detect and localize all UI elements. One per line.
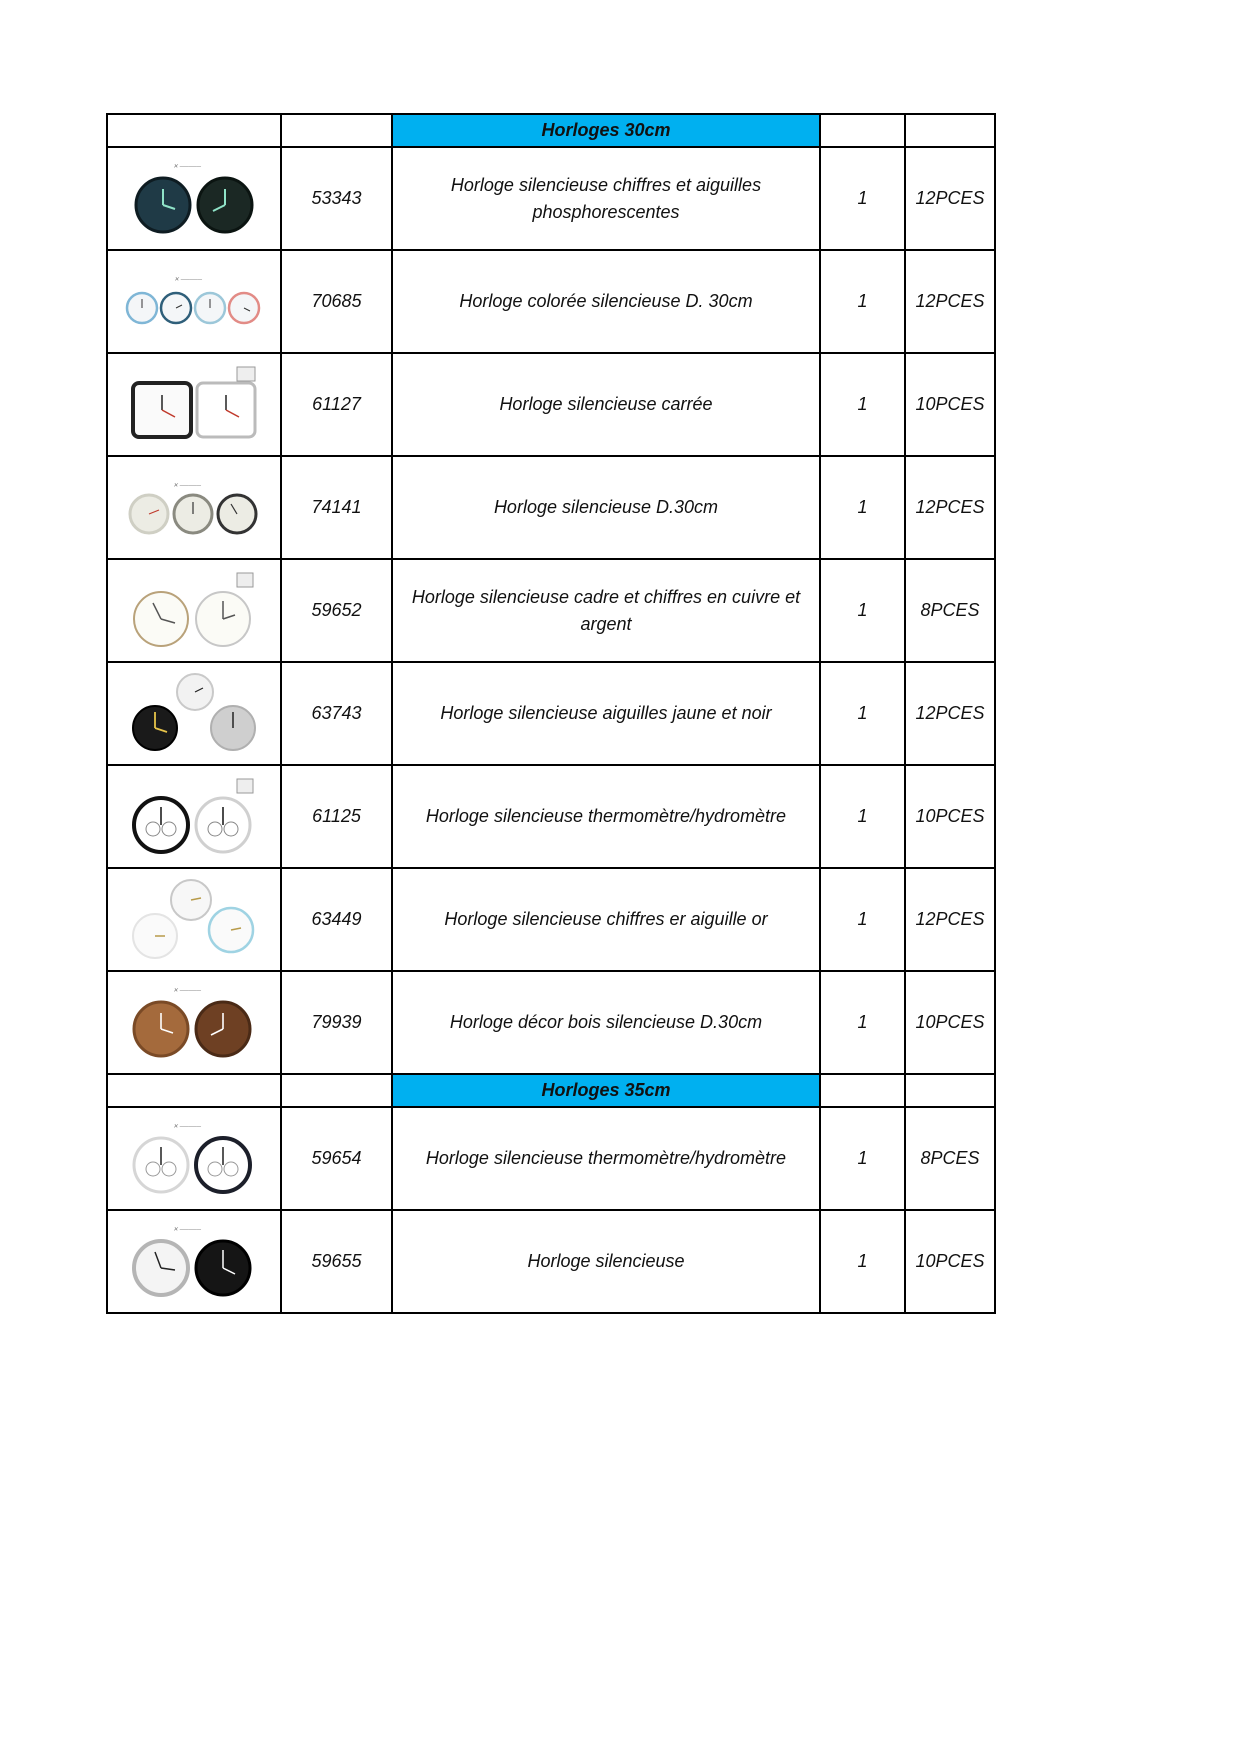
svg-text:✕ ─────: ✕ ───── — [173, 987, 201, 994]
product-ref: 61127 — [281, 353, 392, 456]
product-qty: 1 — [820, 868, 905, 971]
section-header-row — [107, 114, 995, 147]
product-description: Horloge silencieuse carrée — [392, 353, 820, 456]
clock-image — [124, 272, 264, 332]
product-description: Horloge silencieuse thermomètre/hydromètre — [392, 1107, 820, 1210]
product-qty: 1 — [820, 662, 905, 765]
product-image — [107, 147, 281, 250]
product-row — [107, 765, 995, 868]
product-ref: 53343 — [281, 147, 392, 250]
product-ref: 63449 — [281, 868, 392, 971]
section-title: Horloges 35cm — [392, 1074, 820, 1107]
clock-image — [127, 478, 261, 538]
product-row — [107, 456, 995, 559]
product-pack: 8PCES — [905, 1107, 995, 1210]
clock-image — [129, 159, 259, 239]
product-qty: 1 — [820, 1210, 905, 1313]
product-qty: 1 — [820, 147, 905, 250]
clock-image — [129, 365, 259, 445]
section-header-row — [107, 1074, 995, 1107]
product-image — [107, 559, 281, 662]
product-pack: 10PCES — [905, 971, 995, 1074]
product-image — [107, 971, 281, 1074]
product-pack: 12PCES — [905, 662, 995, 765]
product-description: Horloge silencieuse thermomètre/hydromètre — [392, 765, 820, 868]
product-pack: 12PCES — [905, 250, 995, 353]
product-row — [107, 1107, 995, 1210]
product-pack: 10PCES — [905, 353, 995, 456]
svg-text:✕ ─────: ✕ ───── — [173, 163, 201, 170]
clock-image — [129, 983, 259, 1063]
product-pack: 12PCES — [905, 147, 995, 250]
svg-text:✕ ─────: ✕ ───── — [173, 1123, 201, 1130]
svg-text:✕ ─────: ✕ ───── — [173, 482, 201, 489]
product-qty: 1 — [820, 1107, 905, 1210]
clock-image — [129, 672, 259, 756]
product-pack: 12PCES — [905, 456, 995, 559]
product-ref: 61125 — [281, 765, 392, 868]
product-image — [107, 1210, 281, 1313]
product-row — [107, 147, 995, 250]
product-image — [107, 456, 281, 559]
product-image — [107, 353, 281, 456]
product-qty: 1 — [820, 765, 905, 868]
clock-image — [129, 777, 259, 857]
product-qty: 1 — [820, 456, 905, 559]
product-description: Horloge silencieuse D.30cm — [392, 456, 820, 559]
product-row — [107, 1210, 995, 1313]
product-description: Horloge silencieuse chiffres et aiguilles phosphorescentes — [392, 147, 820, 250]
product-pack: 10PCES — [905, 1210, 995, 1313]
svg-text:✕ ─────: ✕ ───── — [174, 276, 202, 283]
product-qty: 1 — [820, 971, 905, 1074]
product-image — [107, 1107, 281, 1210]
product-ref: 59652 — [281, 559, 392, 662]
product-image — [107, 662, 281, 765]
product-image — [107, 868, 281, 971]
product-description: Horloge silencieuse — [392, 1210, 820, 1313]
product-row — [107, 353, 995, 456]
product-row — [107, 250, 995, 353]
svg-text:✕ ─────: ✕ ───── — [173, 1226, 201, 1233]
product-table — [106, 113, 996, 1314]
product-pack: 10PCES — [905, 765, 995, 868]
product-ref: 59655 — [281, 1210, 392, 1313]
product-row — [107, 971, 995, 1074]
section-title: Horloges 30cm — [392, 114, 820, 147]
product-description: Horloge colorée silencieuse D. 30cm — [392, 250, 820, 353]
product-description: Horloge silencieuse cadre et chiffres en cuivre et argent — [392, 559, 820, 662]
product-qty: 1 — [820, 559, 905, 662]
product-image — [107, 765, 281, 868]
clock-image — [129, 571, 259, 651]
product-ref: 70685 — [281, 250, 392, 353]
clock-image — [129, 878, 259, 962]
product-pack: 8PCES — [905, 559, 995, 662]
product-ref: 63743 — [281, 662, 392, 765]
product-description: Horloge silencieuse aiguilles jaune et noir — [392, 662, 820, 765]
product-qty: 1 — [820, 250, 905, 353]
product-ref: 79939 — [281, 971, 392, 1074]
product-ref: 74141 — [281, 456, 392, 559]
clock-image — [129, 1119, 259, 1199]
product-row — [107, 559, 995, 662]
product-row — [107, 868, 995, 971]
product-description: Horloge décor bois silencieuse D.30cm — [392, 971, 820, 1074]
product-row — [107, 662, 995, 765]
clock-image — [129, 1222, 259, 1302]
product-image — [107, 250, 281, 353]
product-qty: 1 — [820, 353, 905, 456]
product-pack: 12PCES — [905, 868, 995, 971]
product-description: Horloge silencieuse chiffres er aiguille or — [392, 868, 820, 971]
product-ref: 59654 — [281, 1107, 392, 1210]
